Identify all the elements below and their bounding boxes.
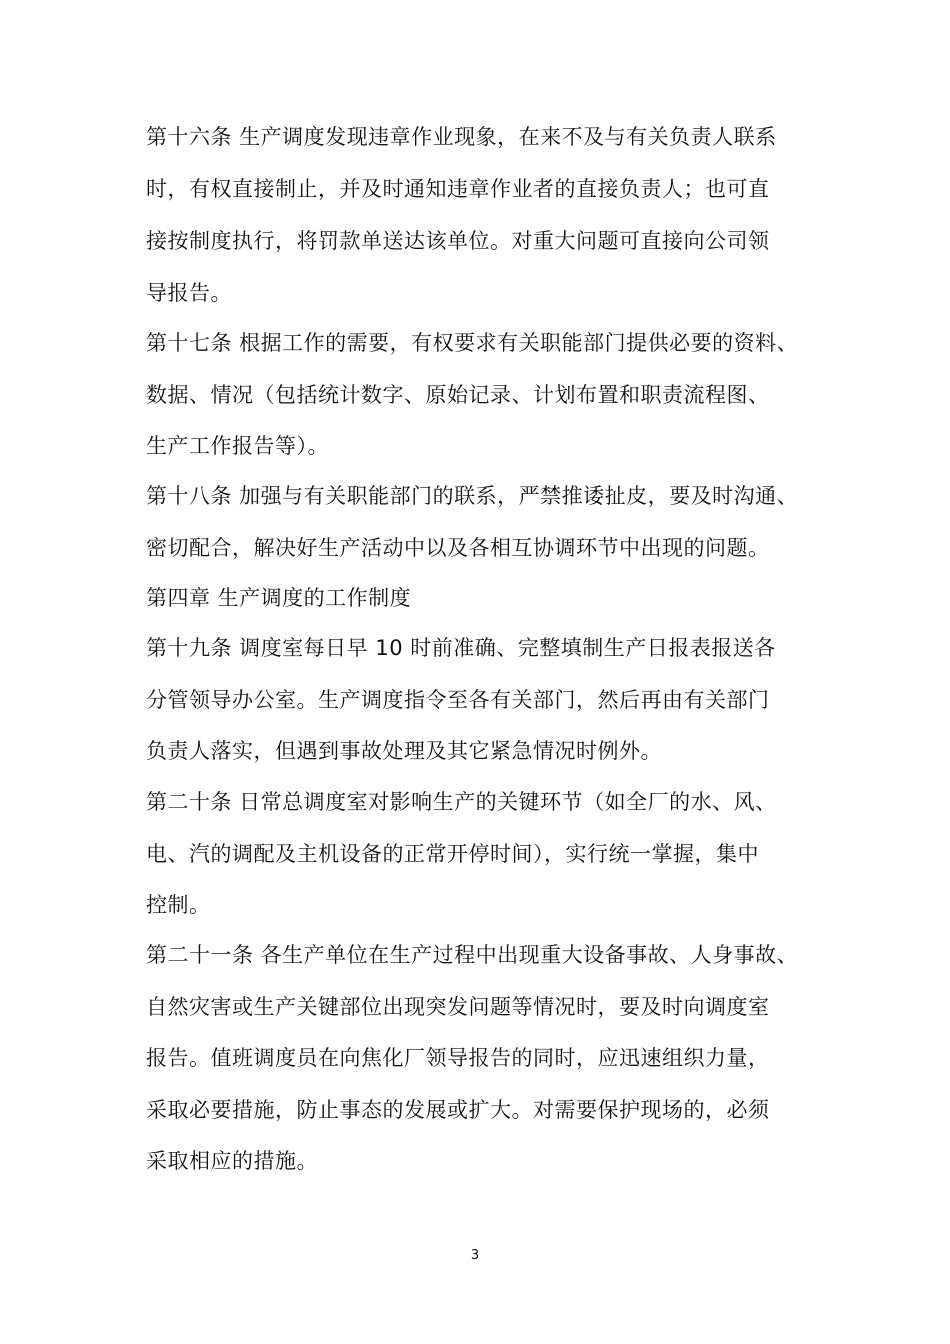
article-21-line-1: 第二十一条 各生产单位在生产过程中出现重大设备事故、人身事故、 xyxy=(146,943,799,967)
article-20-line-1: 第二十条 日常总调度室对影响生产的关键环节（如全厂的水、风、 xyxy=(146,790,777,814)
article-17-line-2: 数据、情况（包括统计数字、原始记录、计划布置和职责流程图、 xyxy=(146,383,770,407)
article-17-line-1: 第十七条 根据工作的需要，有权要求有关职能部门提供必要的资料、 xyxy=(146,331,799,355)
article-20-line-2: 电、汽的调配及主机设备的正常开停时间），实行统一掌握，集中 xyxy=(146,842,759,866)
article-21-line-4: 采取必要措施，防止事态的发展或扩大。对需要保护现场的，必须 xyxy=(146,1098,770,1122)
article-19-line-1: 第十九条 调度室每日早 10 时前准确、完整填制生产日报表报送各 xyxy=(146,636,776,660)
article-19-line-2: 分管领导办公室。生产调度指令至各有关部门，然后再由有关部门 xyxy=(146,688,770,712)
article-17-line-3: 生产工作报告等）。 xyxy=(146,434,329,458)
article-16-line-2: 时，有权直接制止，并及时通知违章作业者的直接负责人；也可直 xyxy=(146,177,770,201)
article-18-line-2: 密切配合，解决好生产活动中以及各相互协调环节中出现的问题。 xyxy=(146,536,770,560)
article-16-line-1: 第十六条 生产调度发现违章作业现象，在来不及与有关负责人联系 xyxy=(146,125,777,149)
article-19-line-3: 负责人落实，但遇到事故处理及其它紧急情况时例外。 xyxy=(146,739,662,763)
article-21-line-2: 自然灾害或生产关键部位出现突发问题等情况时，要及时向调度室 xyxy=(146,995,770,1019)
article-18-line-1: 第十八条 加强与有关职能部门的联系，严禁推诿扯皮，要及时沟通、 xyxy=(146,484,799,508)
article-21-line-5: 采取相应的措施。 xyxy=(146,1149,318,1173)
article-21-line-3: 报告。值班调度员在向焦化厂领导报告的同时，应迅速组织力量， xyxy=(146,1046,770,1070)
chapter-4-heading: 第四章 生产调度的工作制度 xyxy=(146,586,412,610)
page-number: 3 xyxy=(470,1248,480,1263)
article-16-line-3: 接按制度执行，将罚款单送达该单位。对重大问题可直接向公司领 xyxy=(146,229,770,253)
article-20-line-3: 控制。 xyxy=(146,893,211,917)
article-16-line-4: 导报告。 xyxy=(146,281,232,305)
